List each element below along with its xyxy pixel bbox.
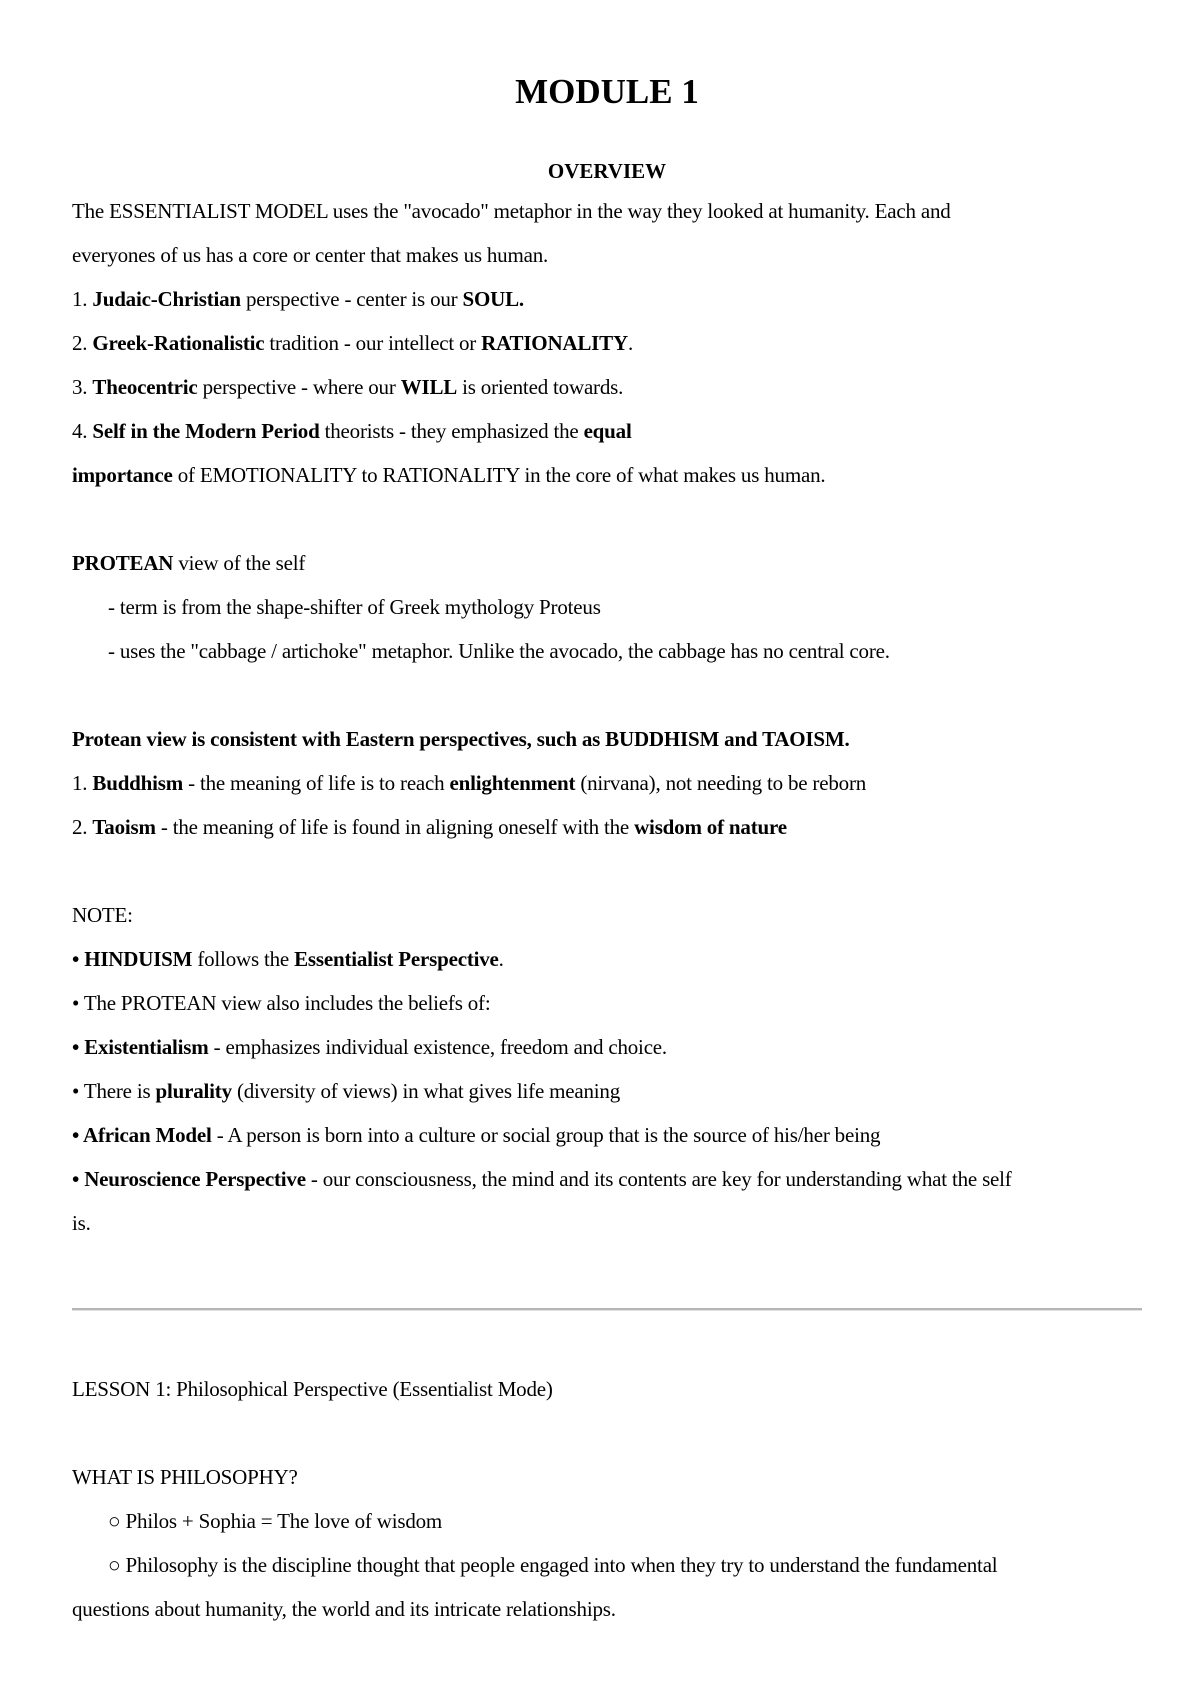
bullet-icon: • [72,991,84,1015]
eastern-item-1: 1. Buddhism - the meaning of life is to reach enlightenment (nirvana), not needing to be reborn [72,771,867,795]
item-term: Greek-Rationalistic [92,331,265,355]
essentialist-item-3: 3. Theocentric perspective - where our WILL is oriented towards. [72,375,624,399]
note-bullet-protean: • The PROTEAN view also includes the beliefs of: [72,991,491,1015]
eastern-heading: Protean view is consistent with Eastern perspectives, such as BUDDHISM and TAOISM. [72,727,850,751]
item-emphasis: plurality [155,1079,232,1103]
item-emphasis: WILL [400,375,458,399]
overview-heading: OVERVIEW [547,159,667,183]
essentialist-item-2: 2. Greek-Rationalistic tradition - our intellect or RATIONALITY. [72,331,633,355]
item-emphasis: wisdom of nature [634,815,787,839]
eastern-item-2: 2. Taoism - the meaning of life is found in aligning oneself with the wisdom of nature [72,815,787,839]
item-term: Neuroscience Perspective [84,1167,306,1191]
module-title: MODULE 1 [515,72,699,111]
bullet-icon: • [72,1123,84,1147]
item-emphasis: RATIONALITY [481,331,628,355]
note-bullet-african-model: • African Model - A person is born into a culture or social group that is the source of his/her being [72,1123,881,1147]
philosophy-question: WHAT IS PHILOSOPHY? [72,1465,298,1489]
essentialist-item-1: 1. Judaic-Christian perspective - center is our SOUL. [72,287,524,311]
item-emphasis: enlightenment [449,771,576,795]
item-term: Judaic-Christian [92,287,241,311]
note-bullet-hinduism: • HINDUISM follows the Essentialist Perspective. [72,947,504,971]
item-emphasis: importance [72,463,173,487]
protean-point-1: - term is from the shape-shifter of Greek mythology Proteus [108,595,601,619]
note-label: NOTE: [72,903,133,927]
overview-intro-line-1: The ESSENTIALIST MODEL uses the "avocado" metaphor in the way they looked at humanity. Each and [72,199,951,223]
item-term: Taoism [92,815,156,839]
lesson-title: LESSON 1: Philosophical Perspective (Essentialist Mode) [72,1377,553,1401]
item-emphasis: Essentialist Perspective [294,947,499,971]
item-term: Buddhism [92,771,184,795]
note-bullet-neuroscience-continued: is. [72,1211,91,1235]
philosophy-point-2-continued: questions about humanity, the world and its intricate relationships. [72,1597,616,1621]
item-term: Existentialism [84,1035,209,1059]
item-emphasis: equal [583,419,632,443]
philosophy-point-1: ○ Philos + Sophia = The love of wisdom [108,1509,443,1533]
note-bullet-plurality: • There is plurality (diversity of views) in what gives life meaning [72,1079,621,1103]
horizontal-divider [72,1308,1142,1311]
item-term: HINDUISM [84,947,193,971]
item-term: Theocentric [92,375,198,399]
item-term: Self in the Modern Period [92,419,320,443]
note-bullet-existentialism: • Existentialism - emphasizes individual existence, freedom and choice. [72,1035,667,1059]
philosophy-point-2: ○ Philosophy is the discipline thought that people engaged into when they try to understand the fundamental [108,1553,998,1577]
protean-term: PROTEAN [72,551,174,575]
bullet-icon: • [72,1167,85,1191]
item-emphasis: SOUL. [462,287,524,311]
essentialist-item-4: 4. Self in the Modern Period theorists - they emphasized the equal [72,419,632,443]
bullet-icon: • [72,1035,85,1059]
note-bullet-neuroscience: • Neuroscience Perspective - our consciousness, the mind and its contents are key for understanding what the self [72,1167,1012,1191]
protean-heading: PROTEAN view of the self [72,551,306,575]
item-term: African Model [83,1123,212,1147]
protean-point-2: - uses the "cabbage / artichoke" metaphor. Unlike the avocado, the cabbage has no central core. [108,639,890,663]
essentialist-item-4-continued: importance of EMOTIONALITY to RATIONALITY in the core of what makes us human. [72,463,826,487]
overview-intro-line-2: everyones of us has a core or center that makes us human. [72,243,549,267]
bullet-icon: • [72,947,85,971]
bullet-icon: • [72,1079,84,1103]
